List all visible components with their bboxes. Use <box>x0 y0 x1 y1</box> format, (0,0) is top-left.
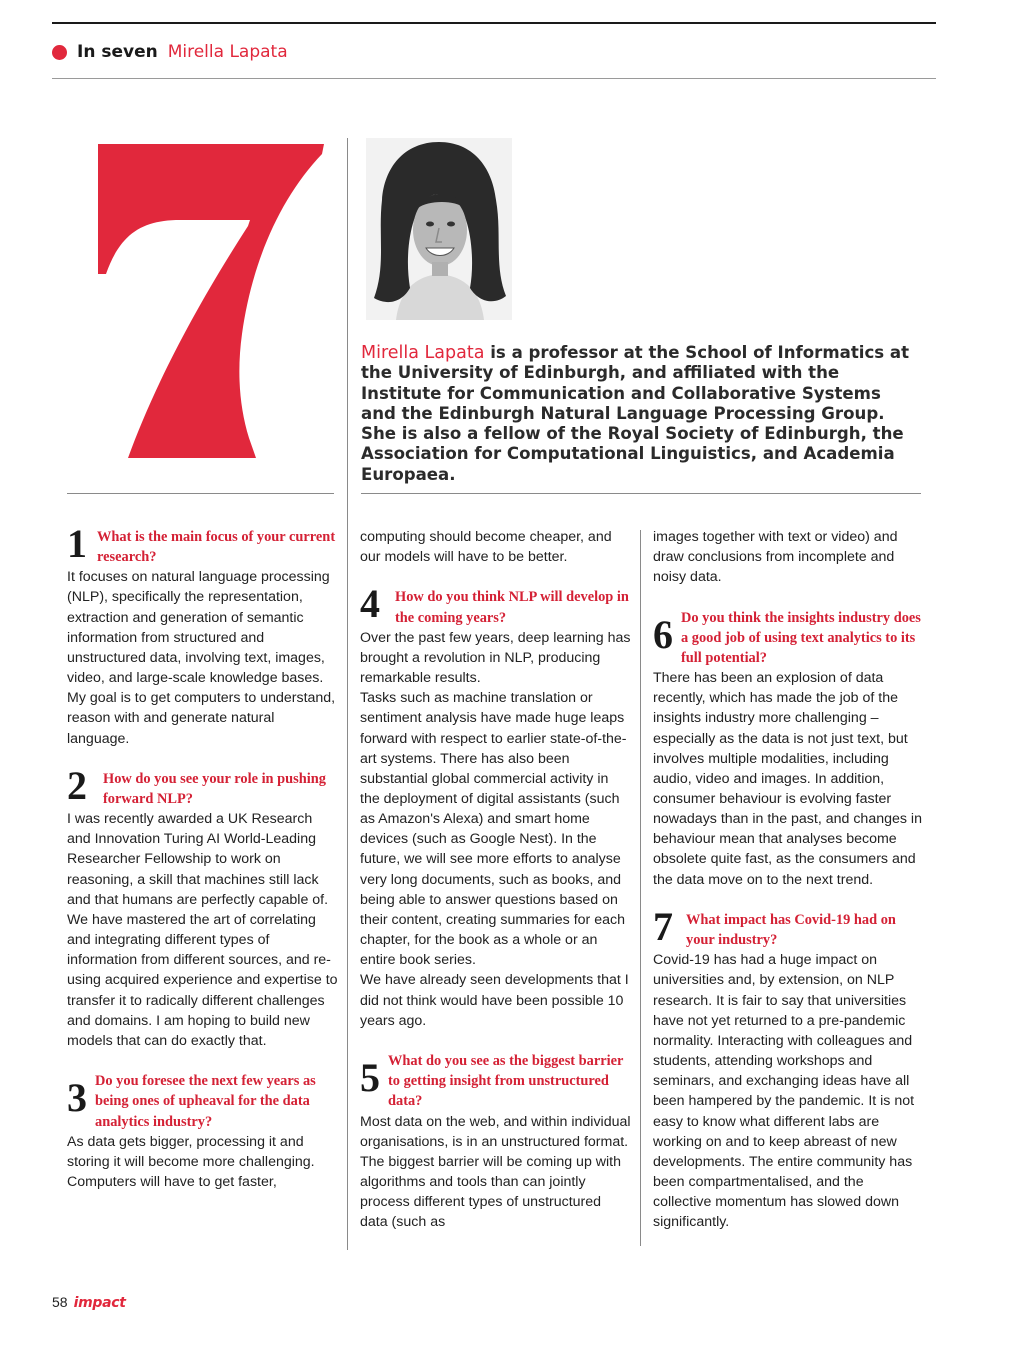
question-number: 3 <box>67 1075 87 1121</box>
answer-text: Covid-19 has had a huge impact on universities and, by extension, on NLP research. It is fair to say that universities have not yet returned to a pre-pandemic normality. Interacting with colleagues and students, attending workshops and seminars, and exchanging ideas have all been hampered by the pandemic. It is not easy to know what different labs are working on and to keep abreast of new developments. The entire community has been compartmentalised, and the collective momentum has slowed down significantly. <box>653 952 915 1231</box>
portrait-photo <box>366 138 512 320</box>
answer-text: There has been an explosion of data recently, which has made the job of the insights industry more challenging – especially as the data is not just text, but involves multiple modalities, including audio, video and images. In addition, consumer behaviour is evolving faster nowadays than in the past, and changes in behaviour mean that analyses become obsolete quite fast, as the consumers and the data move on to the next trend. <box>653 670 922 888</box>
question-text: Do you foresee the next few years as being ones of upheaval for the data analytics industry? <box>95 1073 316 1130</box>
question-number: 4 <box>360 581 380 627</box>
text-column-1 <box>67 521 339 1192</box>
column-divider <box>347 138 348 1250</box>
answer-text: Most data on the web, and within individual organisations, is in an unstructured format. The biggest barrier will be coming up with algorithms and tools than can jointly process different types of unstructured data (such as <box>360 1113 631 1231</box>
question-number: 1 <box>67 521 87 566</box>
question-heading <box>67 521 339 567</box>
text-column-3 <box>653 527 925 1232</box>
bio-name: Mirella Lapata <box>361 343 485 363</box>
header-person-name: Mirella Lapata <box>167 42 288 62</box>
column-divider <box>640 530 641 1246</box>
question-text: What is the main focus of your current research? <box>97 529 336 566</box>
page-number: 58 <box>52 1294 68 1310</box>
page-footer <box>52 1294 126 1311</box>
question-text: How do you see your role in pushing forward NLP? <box>103 770 326 808</box>
question-text: How do you think NLP will develop in the coming years? <box>395 589 629 626</box>
question-text: Do you think the insights industry does a good job of using text analytics to its full potential? <box>681 609 921 666</box>
header-rule <box>52 78 936 79</box>
bio-text: is a professor at the School of Informatics at the University of Edinburgh, and affiliated with the Institute for Communication and Collaborative Systems and the Edinburgh Natural Language Processing Group. She is also a fellow of the Royal Society of Edinburgh, the Association for Computational Linguistics, and Academia Europaea. <box>361 343 910 484</box>
big-seven-graphic <box>84 138 328 464</box>
answer-text: As data gets bigger, processing it and storing it will become more challenging. Computers will have to get faster, <box>67 1133 315 1190</box>
section-header <box>52 40 288 64</box>
magazine-logo: impact <box>73 1295 126 1311</box>
answer-text: I was recently awarded a UK Research and Innovation Turing AI World-Leading Researcher Fellowship to work on reasoning, a skill that machines still lack and that humans are perfectly capable of. We have mastered the art of correlating and integrating different types of information from different sources, and re-using acquired experience and expertise to transfer it to radically different challenges and domains. I am hoping to build new models that can do exactly that. <box>67 811 338 1049</box>
question-heading <box>653 903 925 950</box>
section-rule <box>361 493 921 494</box>
question-text: What do you see as the biggest barrier to getting insight from unstructured data? <box>388 1053 624 1110</box>
question-number: 2 <box>67 762 87 808</box>
question-heading <box>67 1071 339 1131</box>
question-heading <box>360 1051 632 1111</box>
text-column-2 <box>360 527 632 1232</box>
answer-text-continued: images together with text or video) and draw conclusions from incomplete and noisy data. <box>653 529 898 586</box>
answer-text-continued: computing should become cheaper, and our models will have to be better. <box>360 529 612 566</box>
question-heading <box>653 608 925 668</box>
section-rule <box>67 493 334 494</box>
answer-text: Over the past few years, deep learning has brought a revolution in NLP, producing remarkable results. Tasks such as machine translation or sentiment analysis have made huge leaps forward with respect to earlier state-of-the-art systems. There has also been substantial global commercial activity in the deployment of digital assistants (such as Amazon's Alexa) and smart home devices (such as Google Nest). In the future, we will see more efforts to analyse very long documents, such as books, and being able to answer questions based on their content, creating summaries for each chapter, for the book as a whole or an entire book series. We have already seen developments that I did not think would have been possible 10 years ago. <box>360 629 631 1029</box>
author-bio <box>361 343 921 485</box>
answer-text: It focuses on natural language processing (NLP), specifically the representation, extraction and generation of semantic information from structured and unstructured data, involving text, images, video, and large-scale knowledge bases. My goal is to get computers to understand, reason with and generate natural language. <box>67 569 336 747</box>
question-text: What impact has Covid-19 had on your industry? <box>686 911 896 949</box>
question-heading <box>360 581 632 627</box>
question-number: 7 <box>653 903 673 949</box>
question-number: 5 <box>360 1055 380 1101</box>
section-label: In seven <box>77 42 158 62</box>
question-heading <box>67 762 339 809</box>
top-rule <box>52 22 936 24</box>
bullet-dot-icon <box>52 45 67 60</box>
question-number: 6 <box>653 611 673 657</box>
